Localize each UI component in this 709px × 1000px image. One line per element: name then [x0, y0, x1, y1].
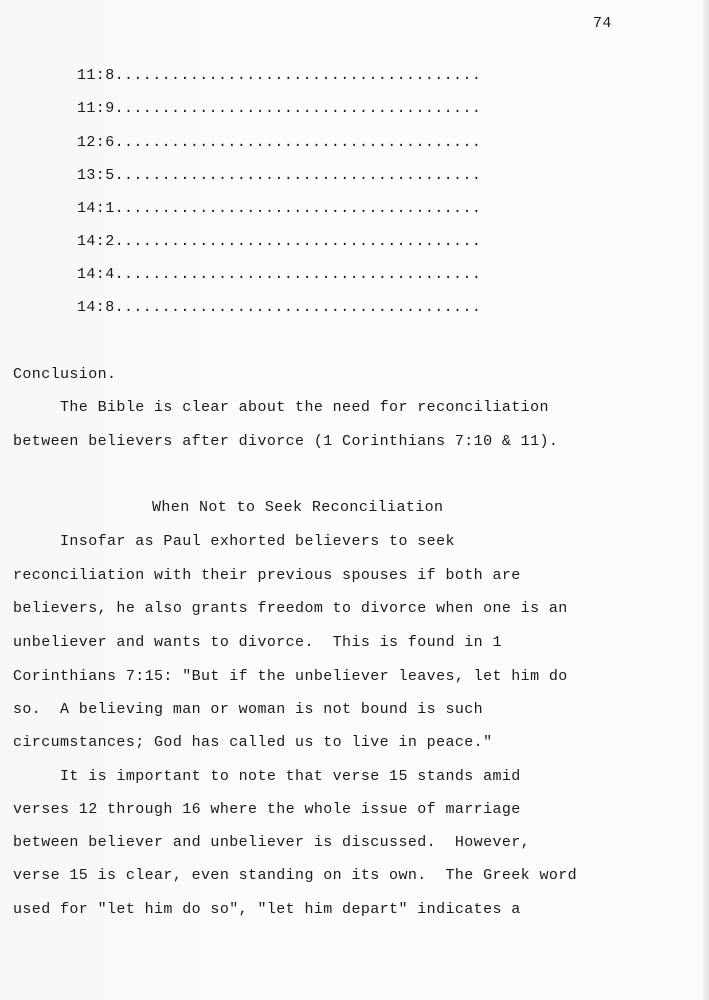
paragraph-line: between believer and unbeliever is discussed. However, — [13, 834, 531, 851]
conclusion-heading: Conclusion. — [13, 366, 117, 383]
paragraph-line: It is important to note that verse 15 stands amid — [13, 768, 521, 785]
section-heading: When Not to Seek Reconciliation — [152, 499, 444, 516]
paragraph-line: so. A believing man or woman is not bound is such — [13, 701, 484, 718]
toc-entry: 14:8....................................... — [77, 299, 482, 316]
paragraph-line: used for "let him do so", "let him depart" indicates a — [13, 901, 521, 918]
paragraph-line: The Bible is clear about the need for reconciliation — [13, 399, 549, 416]
toc-entry: 12:6....................................... — [77, 134, 482, 151]
paragraph-line: reconciliation with their previous spouses if both are — [13, 567, 521, 584]
paragraph-line: believers, he also grants freedom to divorce when one is an — [13, 600, 568, 617]
toc-entry: 14:1....................................... — [77, 200, 482, 217]
page-number: 74 — [593, 15, 612, 32]
toc-entry: 14:4....................................... — [77, 266, 482, 283]
paragraph-line: unbeliever and wants to divorce. This is found in 1 — [13, 634, 502, 651]
paragraph-line: circumstances; God has called us to live in peace." — [13, 734, 493, 751]
paragraph-line: between believers after divorce (1 Corinthians 7:10 & 11). — [13, 433, 559, 450]
toc-entry: 14:2....................................... — [77, 233, 482, 250]
paragraph-line: Corinthians 7:15: "But if the unbeliever leaves, let him do — [13, 668, 568, 685]
toc-entry: 11:9....................................... — [77, 100, 482, 117]
paragraph-line: verse 15 is clear, even standing on its own. The Greek word — [13, 867, 578, 884]
toc-entry: 11:8....................................... — [77, 67, 482, 84]
page-edge-shadow — [703, 0, 709, 1000]
paragraph-line: verses 12 through 16 where the whole issue of marriage — [13, 801, 521, 818]
toc-entry: 13:5....................................... — [77, 167, 482, 184]
paragraph-line: Insofar as Paul exhorted believers to seek — [13, 533, 455, 550]
